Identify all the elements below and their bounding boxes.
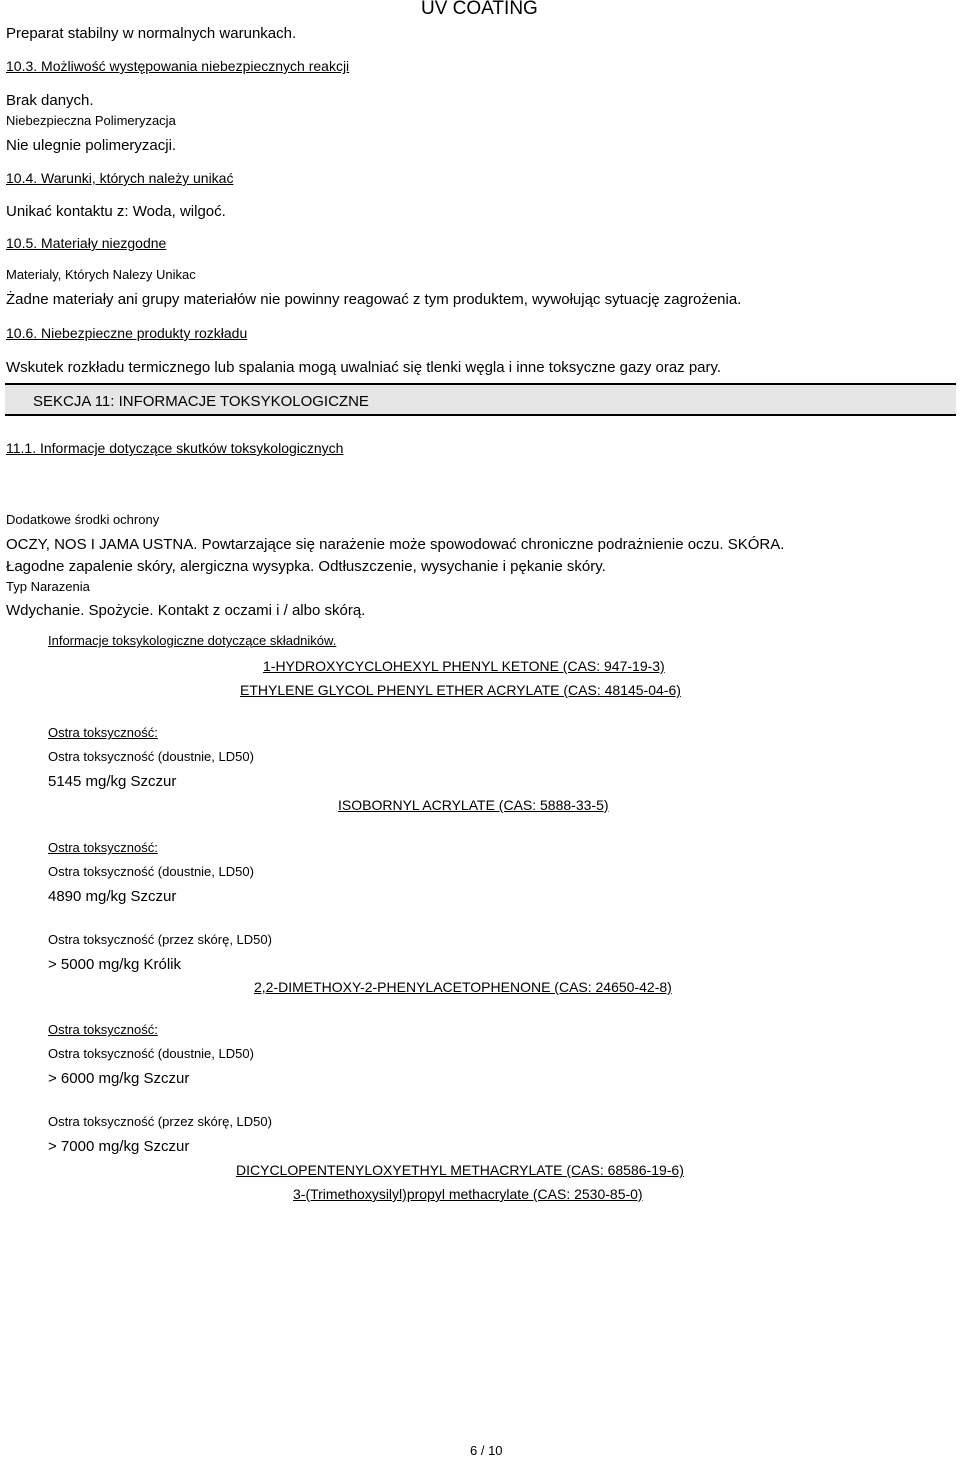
components-heading: Informacje toksykologiczne dotyczące składników. bbox=[48, 633, 337, 648]
component-name: ISOBORNYL ACRYLATE (CAS: 5888-33-5) bbox=[338, 797, 609, 813]
no-data-text: Brak danych. bbox=[6, 92, 94, 109]
incompatible-text: Żadne materiały ani grupy materiałów nie powinny reagować z tym produktem, wywołując sytuację zagrożenia. bbox=[6, 291, 742, 308]
extra-measures-label: Dodatkowe środki ochrony bbox=[6, 512, 160, 527]
exposure-label: Typ Narazenia bbox=[6, 579, 90, 594]
polymerization-text: Nie ulegnie polimeryzacji. bbox=[6, 137, 177, 154]
avoid-text: Unikać kontaktu z: Woda, wilgoć. bbox=[6, 203, 226, 220]
section-11-title: SEKCJA 11: INFORMACJE TOKSYKOLOGICZNE bbox=[33, 393, 369, 410]
extra-measures-line-2: Łagodne zapalenie skóry, alergiczna wysypka. Odtłuszczenie, wysychanie i pękanie skóry. bbox=[6, 558, 606, 575]
exposure-text: Wdychanie. Spożycie. Kontakt z oczami i / albo skórą. bbox=[6, 602, 366, 619]
dermal-ld50-value: > 7000 mg/kg Szczur bbox=[48, 1138, 190, 1155]
section-11-banner bbox=[5, 383, 956, 416]
acute-toxicity-label: Ostra toksyczność: bbox=[48, 840, 158, 855]
page-number: 6 / 10 bbox=[470, 1443, 503, 1458]
oral-ld50-value: > 6000 mg/kg Szczur bbox=[48, 1070, 190, 1087]
oral-ld50-label: Ostra toksyczność (doustnie, LD50) bbox=[48, 864, 254, 879]
document-title: UV COATING bbox=[421, 0, 538, 19]
component-name: 2,2-DIMETHOXY-2-PHENYLACETOPHENONE (CAS: 24650-42-8) bbox=[254, 979, 672, 995]
oral-ld50-label: Ostra toksyczność (doustnie, LD50) bbox=[48, 749, 254, 764]
oral-ld50-value: 5145 mg/kg Szczur bbox=[48, 773, 177, 790]
oral-ld50-value: 4890 mg/kg Szczur bbox=[48, 888, 177, 905]
acute-toxicity-label: Ostra toksyczność: bbox=[48, 1022, 158, 1037]
heading-10-4: 10.4. Warunki, których należy unikać bbox=[6, 170, 234, 186]
heading-11-1: 11.1. Informacje dotyczące skutków toksykologicznych bbox=[6, 440, 344, 456]
incompatible-label: Materialy, Których Nalezy Unikac bbox=[6, 267, 196, 282]
dermal-ld50-label: Ostra toksyczność (przez skórę, LD50) bbox=[48, 1114, 272, 1129]
heading-10-3: 10.3. Możliwość występowania niebezpiecznych reakcji bbox=[6, 58, 350, 74]
dermal-ld50-label: Ostra toksyczność (przez skórę, LD50) bbox=[48, 932, 272, 947]
extra-measures-line-1: OCZY, NOS I JAMA USTNA. Powtarzające się narażenie może spowodować chroniczne podrażnienie oczu. SKÓRA. bbox=[6, 536, 785, 553]
polymerization-label: Niebezpieczna Polimeryzacja bbox=[6, 113, 176, 128]
dermal-ld50-value: > 5000 mg/kg Królik bbox=[48, 956, 181, 973]
oral-ld50-label: Ostra toksyczność (doustnie, LD50) bbox=[48, 1046, 254, 1061]
acute-toxicity-label: Ostra toksyczność: bbox=[48, 725, 158, 740]
heading-10-5: 10.5. Materiały niezgodne bbox=[6, 235, 167, 251]
component-name: ETHYLENE GLYCOL PHENYL ETHER ACRYLATE (CAS: 48145-04-6) bbox=[240, 682, 681, 698]
heading-10-6: 10.6. Niebezpieczne produkty rozkładu bbox=[6, 325, 248, 341]
stability-text: Preparat stabilny w normalnych warunkach. bbox=[6, 25, 297, 42]
component-name: DICYCLOPENTENYLOXYETHYL METHACRYLATE (CAS: 68586-19-6) bbox=[236, 1162, 684, 1178]
decomposition-text: Wskutek rozkładu termicznego lub spalania mogą uwalniać się tlenki węgla i inne toksyczne gazy oraz pary. bbox=[6, 359, 722, 376]
component-name: 3-(Trimethoxysilyl)propyl methacrylate (CAS: 2530-85-0) bbox=[293, 1186, 643, 1202]
component-name: 1-HYDROXYCYCLOHEXYL PHENYL KETONE (CAS: 947-19-3) bbox=[263, 658, 665, 674]
